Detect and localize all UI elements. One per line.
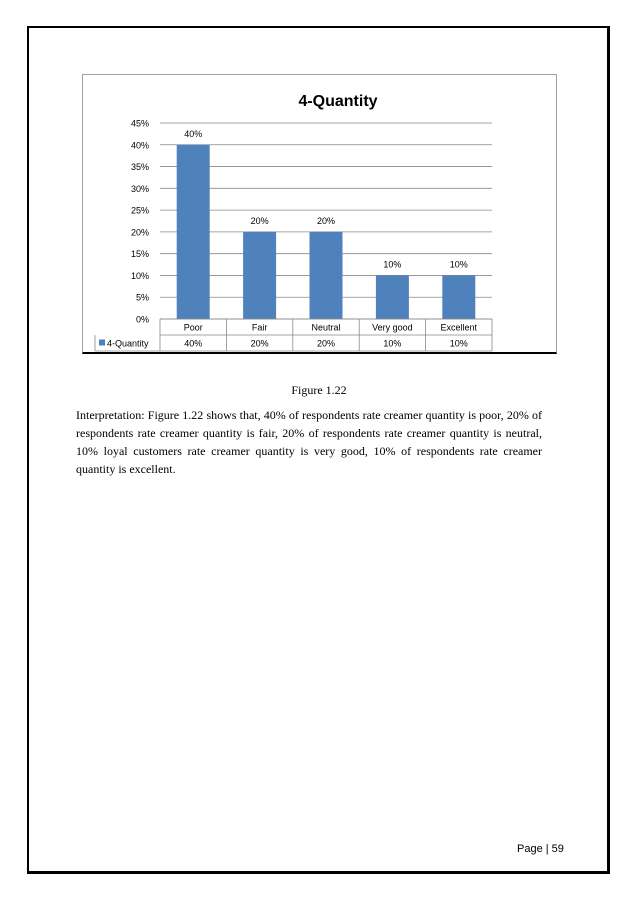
legend-label: 4-Quantity xyxy=(107,338,149,349)
category-label: Excellent xyxy=(440,322,478,333)
page-number: Page | 59 xyxy=(517,843,564,855)
y-tick-label: 15% xyxy=(130,249,149,260)
bar xyxy=(177,145,210,319)
y-tick-label: 25% xyxy=(130,205,149,216)
data-label: 10% xyxy=(449,259,468,270)
y-tick-label: 35% xyxy=(130,162,149,173)
y-tick-label: 20% xyxy=(130,227,149,238)
bar xyxy=(376,275,409,319)
bar xyxy=(442,275,475,319)
category-label: Very good xyxy=(372,322,413,333)
category-label: Poor xyxy=(183,322,203,333)
table-value: 40% xyxy=(184,338,203,349)
table-value: 10% xyxy=(383,338,402,349)
data-label: 20% xyxy=(250,215,269,226)
bar xyxy=(243,232,276,319)
category-label: Fair xyxy=(251,322,268,333)
y-tick-label: 5% xyxy=(135,292,149,303)
figure-caption: Figure 1.22 xyxy=(291,383,347,397)
bar xyxy=(310,232,343,319)
chart-title: 4-Quantity xyxy=(298,93,378,110)
category-label: Neutral xyxy=(311,322,341,333)
y-tick-label: 40% xyxy=(130,140,149,151)
legend-swatch xyxy=(99,340,105,346)
y-tick-label: 45% xyxy=(130,118,149,129)
y-tick-label: 0% xyxy=(135,314,149,325)
data-label: 10% xyxy=(383,259,402,270)
table-value: 20% xyxy=(250,338,269,349)
table-value: 20% xyxy=(316,338,336,349)
y-tick-label: 30% xyxy=(130,183,149,194)
interpretation-text: Interpretation: Figure 1.22 shows that, 40% of respondents rate creamer quantity is poor, 20% of respondents rate creamer quantity is fair, 20% of respondents rate creamer quantity is neutral, 10% loyal customers rate creamer quantity is very good, 10% of respondents rate creamer quantity is excellent. xyxy=(76,408,542,476)
table-value: 10% xyxy=(449,338,468,349)
data-label: 20% xyxy=(316,215,336,226)
y-tick-label: 10% xyxy=(130,270,149,281)
data-label: 40% xyxy=(184,128,203,139)
bar-chart xyxy=(82,74,557,356)
